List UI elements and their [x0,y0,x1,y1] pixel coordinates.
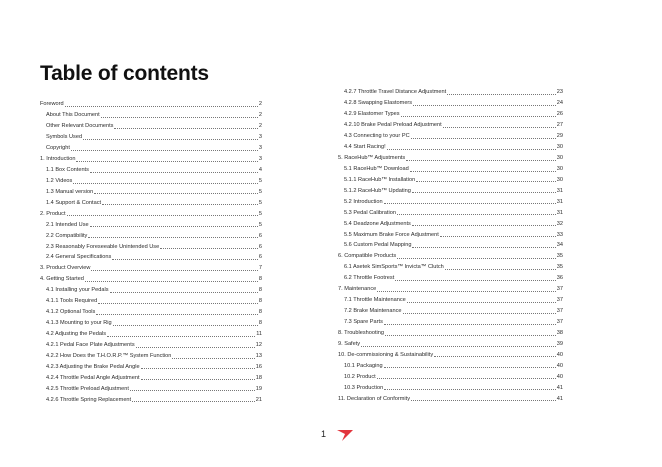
toc-entry-page: 6 [258,232,262,239]
dot-leader [83,139,258,140]
dot-leader [67,215,258,216]
toc-entry[interactable] [338,96,563,107]
toc-entry[interactable] [338,271,563,282]
toc-entry-page: 8 [258,287,262,294]
toc-entry[interactable] [338,337,563,348]
toc-entry-page: 19 [255,385,262,392]
toc-entry[interactable] [338,304,563,315]
toc-entry-label: 6.1 Asetek SimSports™ Invicta™ Clutch [344,264,444,271]
toc-entry-page: 37 [556,319,563,326]
toc-entry-page: 18 [255,374,262,381]
toc-entry-label: 4.2.1 Pedal Face Plate Adjustments [46,341,135,348]
toc-entry[interactable] [40,185,262,196]
dot-leader [434,356,556,357]
toc-entry-label: 2.4 General Specifications [46,254,112,261]
toc-entry[interactable] [338,194,563,205]
toc-entry-label: 1. Introduction [40,156,76,163]
toc-entry-page: 38 [556,329,563,336]
dot-leader [411,138,556,139]
toc-entry[interactable] [40,130,262,141]
toc-entry-label: 4.2.3 Adjusting the Brake Pedal Angle [46,363,140,370]
toc-entry-label: Other Relevant Documents [46,123,114,130]
toc-entry-page: 8 [258,276,262,283]
toc-entry[interactable] [338,315,563,326]
toc-entry-page: 5 [258,221,262,228]
toc-entry-label: 7.2 Brake Maintenance [344,308,402,315]
toc-entry[interactable] [40,163,262,174]
toc-entry[interactable] [40,228,262,239]
toc-entry[interactable] [40,381,262,392]
toc-entry-page: 35 [556,264,563,271]
toc-entry-page: 3 [258,156,262,163]
dot-leader [160,248,258,249]
toc-entry[interactable] [40,392,262,403]
toc-entry-page: 5 [258,199,262,206]
dot-leader [412,225,556,226]
dot-leader [94,193,258,194]
toc-entry-label: 1.3 Manual version [46,188,94,195]
dot-leader [110,292,258,293]
dot-leader [395,280,556,281]
toc-entry[interactable] [338,260,563,271]
dot-leader [96,314,258,315]
toc-entry[interactable] [338,348,563,359]
toc-entry-page: 8 [258,320,262,327]
toc-entry[interactable] [338,326,563,337]
dot-leader [377,378,556,379]
dot-leader [410,171,556,172]
toc-entry-page: 37 [556,308,563,315]
toc-entry-label: 6.2 Throttle Footrest [344,275,395,282]
dot-leader [90,172,258,173]
toc-entry-label: 4.2.5 Throttle Preload Adjustment [46,385,129,392]
dot-leader [73,183,258,184]
toc-entry[interactable] [40,152,262,163]
toc-entry-page: 30 [556,154,563,161]
toc-entry[interactable] [338,391,563,402]
dot-leader [114,128,257,129]
toc-entry[interactable] [338,183,563,194]
toc-entry[interactable] [40,272,262,283]
toc-entry-page: 36 [556,275,563,282]
dot-leader [85,281,258,282]
toc-entry[interactable] [40,174,262,185]
toc-entry-page: 13 [255,352,262,359]
toc-entry-page: 37 [556,286,563,293]
toc-entry[interactable] [338,118,563,129]
toc-entry-label: 5.3 Pedal Calibration [344,209,396,216]
toc-entry-page: 32 [556,220,563,227]
toc-entry-page: 5 [258,177,262,184]
toc-entry-label: Symbols Used [46,134,83,141]
toc-entry-page: 33 [556,231,563,238]
toc-entry-page: 41 [556,384,563,391]
toc-entry[interactable] [40,360,262,371]
dot-leader [384,389,556,390]
toc-entry[interactable] [40,239,262,250]
toc-entry[interactable] [338,293,563,304]
toc-entry-label: About This Document [46,112,100,119]
toc-entry-page: 37 [556,297,563,304]
page-number: 1 [321,429,327,439]
toc-entry[interactable] [40,349,262,360]
toc-entry-label: 7. Maintenance [338,286,377,293]
toc-entry[interactable] [40,108,262,119]
dot-leader [136,347,255,348]
toc-entry-label: 4.2.8 Swapping Elastomers [344,100,413,107]
toc-entry[interactable] [338,205,563,216]
toc-entry-label: 2. Product [40,210,66,217]
toc-entry[interactable] [338,282,563,293]
toc-entry-label: 7.3 Spare Parts [344,319,383,326]
toc-entry-label: 4.2.9 Elastomer Types [344,111,400,118]
toc-entry-label: 1.4 Support & Contact [46,199,102,206]
toc-entry-label: 2.2 Compatibility [46,232,88,239]
dot-leader [445,269,556,270]
toc-entry-page: 11 [256,331,262,338]
toc-entry-page: 7 [258,265,262,272]
dot-leader [412,247,555,248]
toc-entry-label: 2.1 Intended Use [46,221,89,228]
toc-entry-label: 4.1.2 Optional Tools [46,309,96,316]
toc-entry-label: 1.2 Videos [46,177,73,184]
toc-entry-page: 39 [556,340,563,347]
toc-entry[interactable] [338,162,563,173]
toc-entry-label: 5.1.2 RaceHub™ Updating [344,187,411,194]
toc-entry-label: 1.1 Box Contents [46,166,89,173]
toc-entry[interactable] [338,227,563,238]
toc-entry-label: Copyright [46,145,70,152]
toc-entry[interactable] [40,217,262,228]
dot-leader [377,291,556,292]
toc-entry-label: 4.2 Adjusting the Pedals [46,331,107,338]
dot-leader [406,160,556,161]
toc-entry-label: 8. Troubleshooting [338,329,385,336]
toc-right-column [338,85,563,402]
toc-entry-label: 5. RaceHub™ Adjustments [338,154,406,161]
dot-leader [416,181,556,182]
toc-entry-label: 11. Declaration of Conformity [338,395,411,402]
toc-entry[interactable] [40,206,262,217]
toc-entry-page: 3 [258,145,262,152]
toc-entry-page: 34 [556,242,563,249]
dot-leader [107,336,255,337]
toc-entry[interactable] [40,338,262,349]
dot-leader [397,214,556,215]
toc-entry-page: 30 [556,165,563,172]
dot-leader [132,401,255,402]
toc-entry[interactable] [40,305,262,316]
toc-entry[interactable] [338,173,563,184]
dot-leader [403,313,556,314]
toc-entry-label: 5.4 Deadzone Adjustments [344,220,411,227]
toc-entry-page: 4 [258,166,262,173]
toc-entry-label: 4.2.6 Throttle Spring Replacement [46,396,132,403]
dot-leader [101,117,258,118]
toc-entry[interactable] [338,238,563,249]
dot-leader [71,150,258,151]
dot-leader [141,379,255,380]
toc-entry-page: 31 [556,198,563,205]
dot-leader [141,368,255,369]
toc-entry-label: 10.1 Packaging [344,362,383,369]
toc-entry[interactable] [338,358,563,369]
toc-entry-label: 4. Getting Started [40,276,84,283]
brand-arrow-logo-icon [336,428,354,442]
toc-entry-label: 4.1.3 Mounting to your Rig [46,320,112,327]
toc-entry[interactable] [338,85,563,96]
toc-entry[interactable] [338,369,563,380]
toc-entry-label: 4.2.2 How Does the T.H.O.R.P.™ System Function [46,352,172,359]
dot-leader [76,161,257,162]
toc-entry-page: 6 [258,254,262,261]
toc-entry[interactable] [40,316,262,327]
toc-entry-label: 4.2.4 Throttle Pedal Angle Adjustment [46,374,140,381]
toc-entry-label: 5.6 Custom Pedal Mapping [344,242,412,249]
toc-entry-label: 5.1.1 RaceHub™ Installation [344,176,416,183]
dot-leader [384,367,556,368]
dot-leader [91,270,258,271]
toc-entry-page: 41 [556,395,563,402]
dot-leader [65,106,258,107]
dot-leader [130,390,255,391]
toc-entry[interactable] [40,119,262,130]
toc-entry-page: 8 [258,309,262,316]
dot-leader [397,258,556,259]
toc-entry-page: 5 [258,210,262,217]
dot-leader [172,358,254,359]
toc-entry[interactable] [338,249,563,260]
toc-entry-label: 4.3 Connecting to your PC [344,133,410,140]
dot-leader [447,94,556,95]
toc-entry-page: 24 [556,100,563,107]
toc-entry-label: 4.2.10 Brake Pedal Preload Adjustment [344,122,442,129]
toc-entry-label: Foreword [40,101,64,108]
toc-entry-page: 29 [556,133,563,140]
toc-entry-page: 16 [255,363,262,370]
toc-entry-label: 4.1 Installing your Pedals [46,287,109,294]
dot-leader [102,204,258,205]
toc-entry-label: 4.4 Start Racing! [344,144,386,151]
toc-entry-page: 8 [258,298,262,305]
toc-entry-label: 10.3 Production [344,384,384,391]
toc-entry-label: 5.2 Introduction [344,198,383,205]
dot-leader [407,302,556,303]
dot-leader [384,203,556,204]
toc-entry-label: 3. Product Overview [40,265,91,272]
dot-leader [440,236,556,237]
toc-entry-label: 7.1 Throttle Maintenance [344,297,406,304]
toc-entry-label: 2.3 Reasonably Foreseeable Unintended Use [46,243,160,250]
toc-entry-page: 35 [556,253,563,260]
toc-entry[interactable] [338,216,563,227]
dot-leader [385,335,556,336]
toc-entry[interactable] [338,380,563,391]
toc-entry-page: 5 [258,188,262,195]
dot-leader [411,400,556,401]
toc-entry[interactable] [40,294,262,305]
dot-leader [361,346,556,347]
toc-entry[interactable] [40,370,262,381]
toc-entry-page: 40 [556,373,563,380]
dot-leader [401,116,556,117]
toc-entry[interactable] [40,283,262,294]
page-title: Table of contents [40,62,209,85]
toc-entry-label: 10. De-commissioning & Sustainability [338,351,434,358]
toc-entry-page: 30 [556,176,563,183]
toc-entry-page: 2 [258,101,262,108]
toc-entry-label: 10.2 Product [344,373,376,380]
toc-entry-label: 5.1 RaceHub™ Download [344,165,409,172]
toc-left-column [40,97,262,403]
toc-entry[interactable] [338,140,563,151]
toc-entry-page: 30 [556,144,563,151]
toc-entry-page: 23 [556,89,563,96]
toc-entry-page: 26 [556,111,563,118]
toc-entry-label: 4.2.7 Throttle Travel Distance Adjustment [344,89,447,96]
dot-leader [112,259,258,260]
toc-entry[interactable] [338,107,563,118]
dot-leader [384,324,556,325]
dot-leader [98,303,258,304]
dot-leader [90,226,258,227]
toc-entry-page: 12 [255,341,262,348]
toc-entry-page: 2 [258,112,262,119]
toc-entry-page: 3 [258,134,262,141]
dot-leader [113,325,258,326]
toc-entry[interactable] [40,97,262,108]
toc-entry[interactable] [40,250,262,261]
dot-leader [88,237,258,238]
toc-entry-page: 40 [556,362,563,369]
dot-leader [412,192,556,193]
toc-entry[interactable] [40,195,262,206]
toc-entry-page: 31 [556,209,563,216]
dot-leader [443,127,556,128]
dot-leader [387,149,556,150]
toc-entry-page: 40 [556,351,563,358]
toc-entry[interactable] [338,151,563,162]
toc-entry[interactable] [338,129,563,140]
toc-entry-label: 5.5 Maximum Brake Force Adjustment [344,231,439,238]
toc-entry-page: 6 [258,243,262,250]
toc-entry[interactable] [40,261,262,272]
toc-entry-page: 21 [255,396,262,403]
toc-entry-page: 31 [556,187,563,194]
toc-entry[interactable] [40,141,262,152]
toc-entry-page: 2 [258,123,262,130]
dot-leader [413,105,556,106]
toc-entry-label: 9. Safety [338,340,361,347]
toc-entry[interactable] [40,327,262,338]
toc-entry-label: 6. Compatible Products [338,253,397,260]
toc-entry-label: 4.1.1 Tools Required [46,298,98,305]
toc-entry-page: 27 [556,122,563,129]
